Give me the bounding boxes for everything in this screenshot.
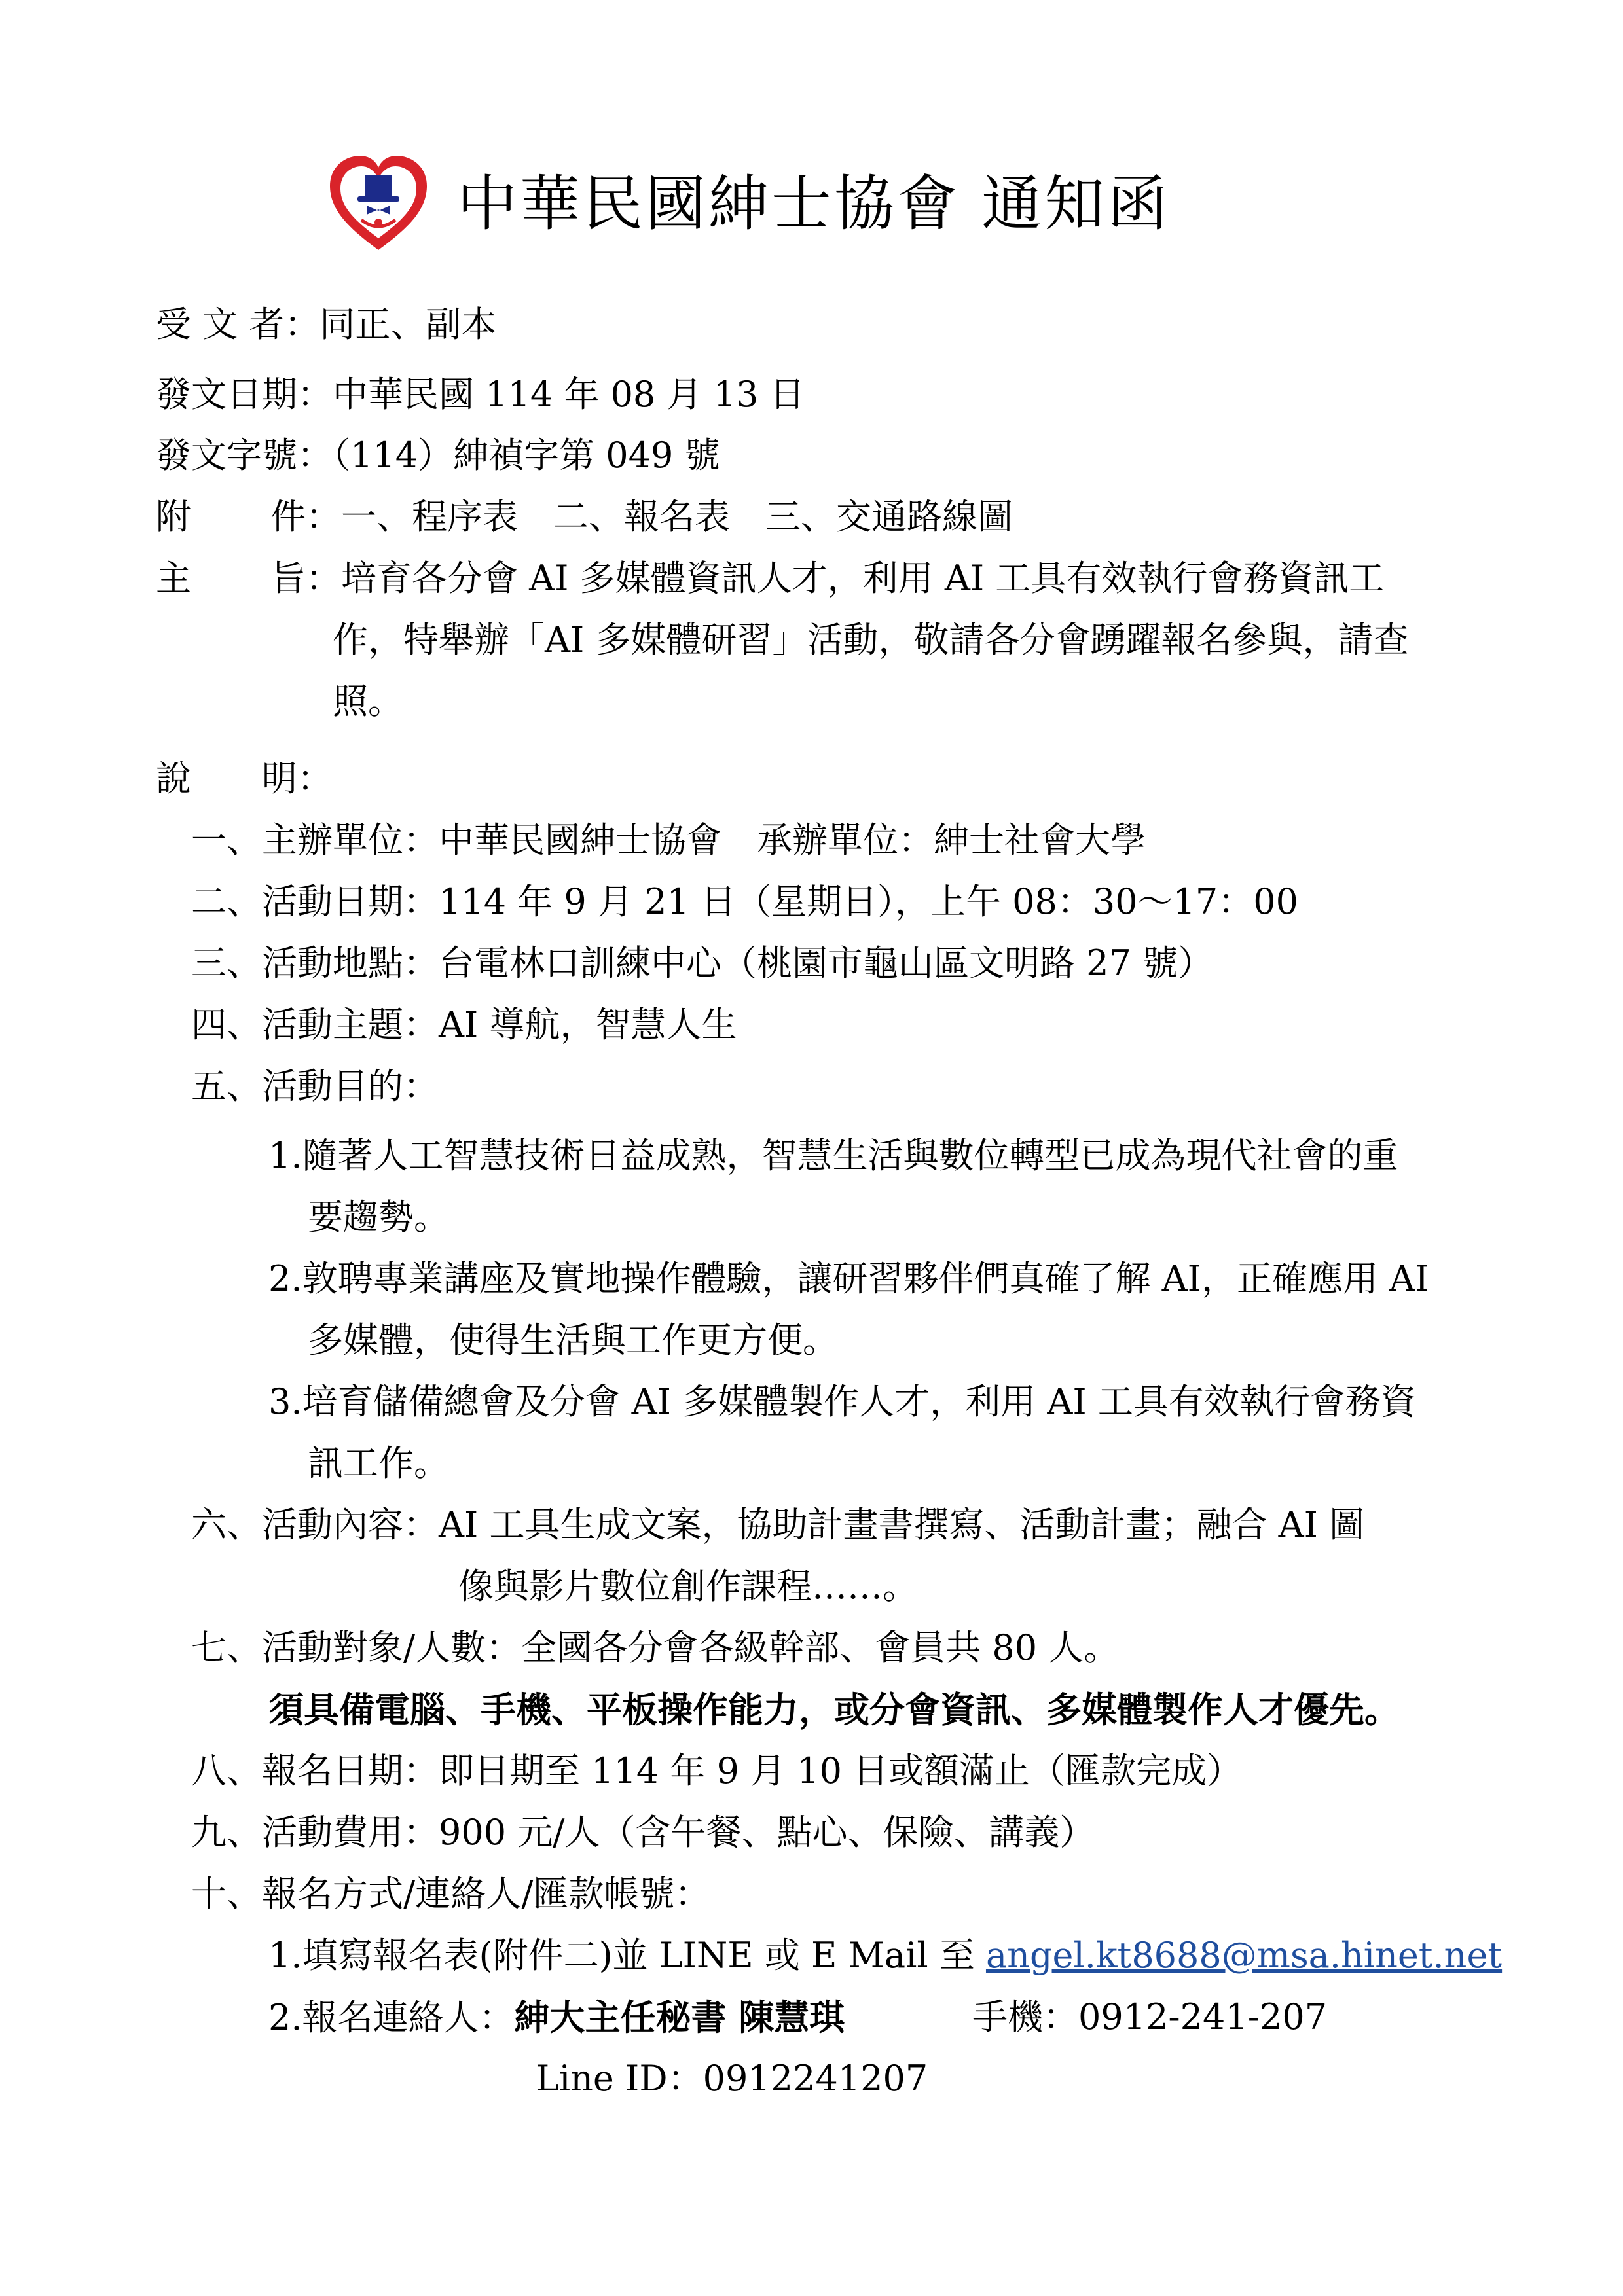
registration-method-1 bbox=[268, 1924, 1502, 1987]
purpose-1-line-1: 1.隨著人工智慧技術日益成熟，智慧生活與數位轉型已成為現代社會的重 bbox=[268, 1135, 1398, 1176]
item-theme: 四、活動主題：AI 導航，智慧人生 bbox=[191, 1004, 737, 1045]
subject-label: 主 bbox=[156, 558, 191, 599]
item-registration-method: 十、報名方式/連絡人/匯款帳號： bbox=[191, 1873, 710, 1914]
attachments-label-end: 件： bbox=[270, 496, 341, 537]
item-audience-requirement: 須具備電腦、手機、平板操作能力，或分會資訊、多媒體製作人才優先。 bbox=[268, 1689, 1400, 1731]
purpose-3-line-2: 訊工作。 bbox=[308, 1443, 449, 1484]
subject-text: 培育各分會 AI 多媒體資訊人才，利用 AI 工具有效執行會務資訊工 bbox=[341, 558, 1385, 599]
contact-email-link[interactable]: angel.kt8688@msa.hinet.net bbox=[985, 1935, 1503, 1976]
attachments-line bbox=[156, 486, 1013, 548]
item-organizer: 一、主辦單位：中華民國紳士協會 承辦單位：紳士社會大學 bbox=[191, 819, 1146, 861]
item-registration-date: 八、報名日期：即日期至 114 年 9 月 10 日或額滿止（匯款完成） bbox=[191, 1750, 1243, 1791]
association-logo-icon bbox=[326, 152, 431, 257]
item-purpose: 五、活動目的： bbox=[191, 1066, 439, 1107]
subject-label-end: 旨： bbox=[270, 558, 341, 599]
registration-contact bbox=[268, 1986, 845, 2049]
doc-number-line: 發文字號：（114）紳禎字第 049 號 bbox=[156, 435, 720, 476]
item-content-line-2: 像與影片數位創作課程……。 bbox=[458, 1566, 918, 1607]
document-title: 中華民國紳士協會 通知函 bbox=[457, 169, 1171, 239]
contact-line-id: Line ID：0912241207 bbox=[536, 2058, 928, 2099]
item-audience: 七、活動對象/人數：全國各分會各級幹部、會員共 80 人。 bbox=[191, 1627, 1120, 1668]
purpose-2-line-1: 2.敦聘專業講座及實地操作體驗，讓研習夥伴們真確了解 AI，正確應用 AI bbox=[268, 1258, 1429, 1299]
registration-contact-label: 2.報名連絡人： bbox=[268, 1997, 515, 2038]
purpose-2-line-2: 多媒體，使得生活與工作更方便。 bbox=[308, 1319, 838, 1361]
subject-line-3: 照。 bbox=[333, 681, 403, 722]
subject-line-2: 作，特舉辦「AI 多媒體研習」活動，敬請各分會踴躍報名參與，請查 bbox=[333, 619, 1409, 660]
item-date: 二、活動日期：114 年 9 月 21 日（星期日），上午 08：30～17：00 bbox=[191, 881, 1298, 922]
contact-person-name: 紳大主任秘書 陳慧琪 bbox=[514, 1996, 845, 2038]
subject-line-1 bbox=[156, 547, 1384, 610]
item-fee: 九、活動費用：900 元/人（含午餐、點心、保險、講義） bbox=[191, 1812, 1095, 1853]
purpose-3-line-1: 3.培育儲備總會及分會 AI 多媒體製作人才，利用 AI 工具有效執行會務資 bbox=[268, 1381, 1416, 1422]
date-line: 發文日期：中華民國 114 年 08 月 13 日 bbox=[156, 374, 805, 415]
purpose-1-line-2: 要趨勢。 bbox=[308, 1196, 449, 1238]
document-header bbox=[326, 145, 1170, 263]
recipient-line: 受 文 者：同正、副本 bbox=[156, 304, 497, 345]
item-content-line-1: 六、活動內容：AI 工具生成文案，協助計畫書撰寫、活動計畫；融合 AI 圖 bbox=[191, 1504, 1365, 1545]
attachments-value: 一、程序表 二、報名表 三、交通路線圖 bbox=[341, 496, 1013, 537]
explanation-label: 說 明： bbox=[156, 758, 333, 799]
contact-phone: 手機：0912-241-207 bbox=[972, 1996, 1328, 2037]
attachments-label: 附 bbox=[156, 496, 191, 537]
registration-method-1-text: 1.填寫報名表(附件二)並 LINE 或 E Mail 至 bbox=[268, 1935, 975, 1976]
item-location: 三、活動地點：台電林口訓練中心（桃園市龜山區文明路 27 號） bbox=[191, 942, 1214, 984]
